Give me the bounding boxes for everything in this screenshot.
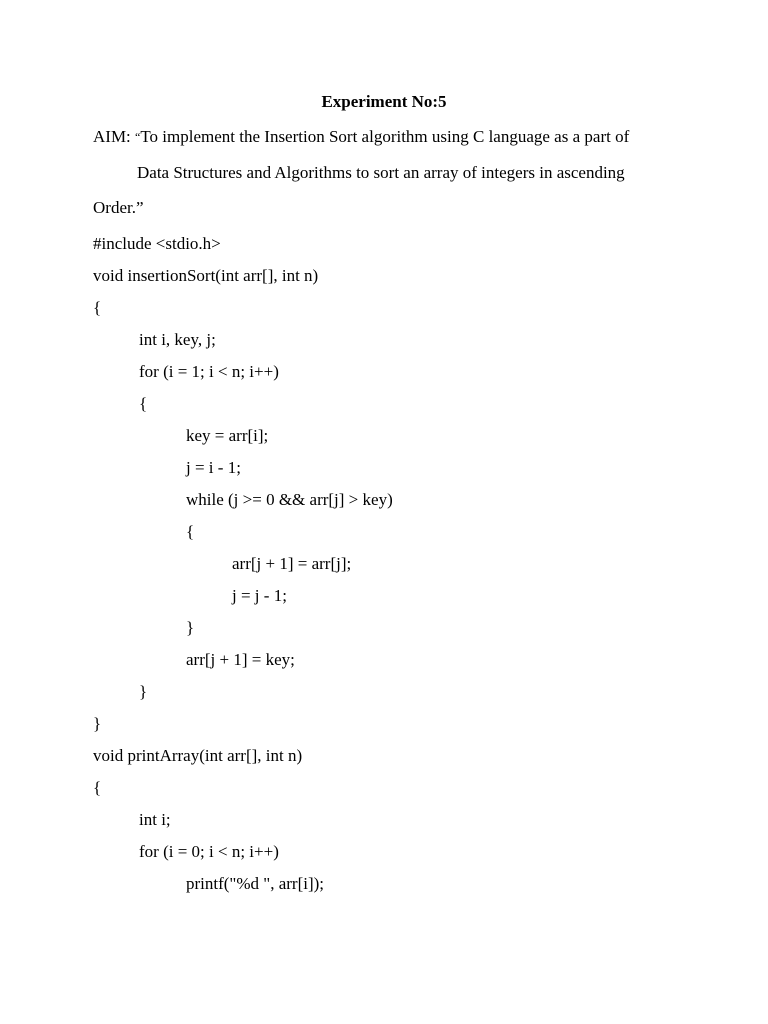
aim-label: AIM: xyxy=(93,127,131,146)
code-line-printf: printf("%d ", arr[i]); xyxy=(186,874,325,893)
code-line-declaration-i: int i; xyxy=(139,810,171,829)
code-line-include: #include <stdio.h> xyxy=(93,234,221,253)
aim-text-line-1: To implement the Insertion Sort algorithm using C language as a part of xyxy=(140,127,630,146)
code-line-j-assign: j = i - 1; xyxy=(186,458,241,477)
code-line-for-loop: for (i = 0; i < n; i++) xyxy=(139,842,279,861)
code-line-while-loop: while (j >= 0 && arr[j] > key) xyxy=(186,490,393,509)
code-line-print-array-signature: void printArray(int arr[], int n) xyxy=(93,746,303,765)
code-line-open-brace: { xyxy=(186,522,195,541)
aim-line-2: Data Structures and Algorithms to sort an array of integers in ascending xyxy=(137,163,625,182)
aim-line-1 xyxy=(93,125,693,149)
code-line-for-loop: for (i = 1; i < n; i++) xyxy=(139,362,279,381)
code-line-insertion-sort-signature: void insertionSort(int arr[], int n) xyxy=(93,266,319,285)
code-line-insert-key: arr[j + 1] = key; xyxy=(186,650,295,669)
code-line-open-brace: { xyxy=(93,298,102,317)
code-line-close-brace: } xyxy=(186,618,195,637)
code-line-open-brace: { xyxy=(139,394,148,413)
experiment-title: Experiment No:5 xyxy=(321,92,447,111)
code-line-decrement-j: j = j - 1; xyxy=(232,586,287,605)
code-line-close-brace: } xyxy=(93,714,102,733)
code-line-declarations: int i, key, j; xyxy=(139,330,216,349)
aim-open-quote: “ xyxy=(135,130,141,144)
aim-line-3: Order.” xyxy=(93,198,144,217)
code-line-open-brace: { xyxy=(93,778,102,797)
code-line-key-assign: key = arr[i]; xyxy=(186,426,269,445)
code-line-close-brace: } xyxy=(139,682,148,701)
code-line-shift-element: arr[j + 1] = arr[j]; xyxy=(232,554,352,573)
